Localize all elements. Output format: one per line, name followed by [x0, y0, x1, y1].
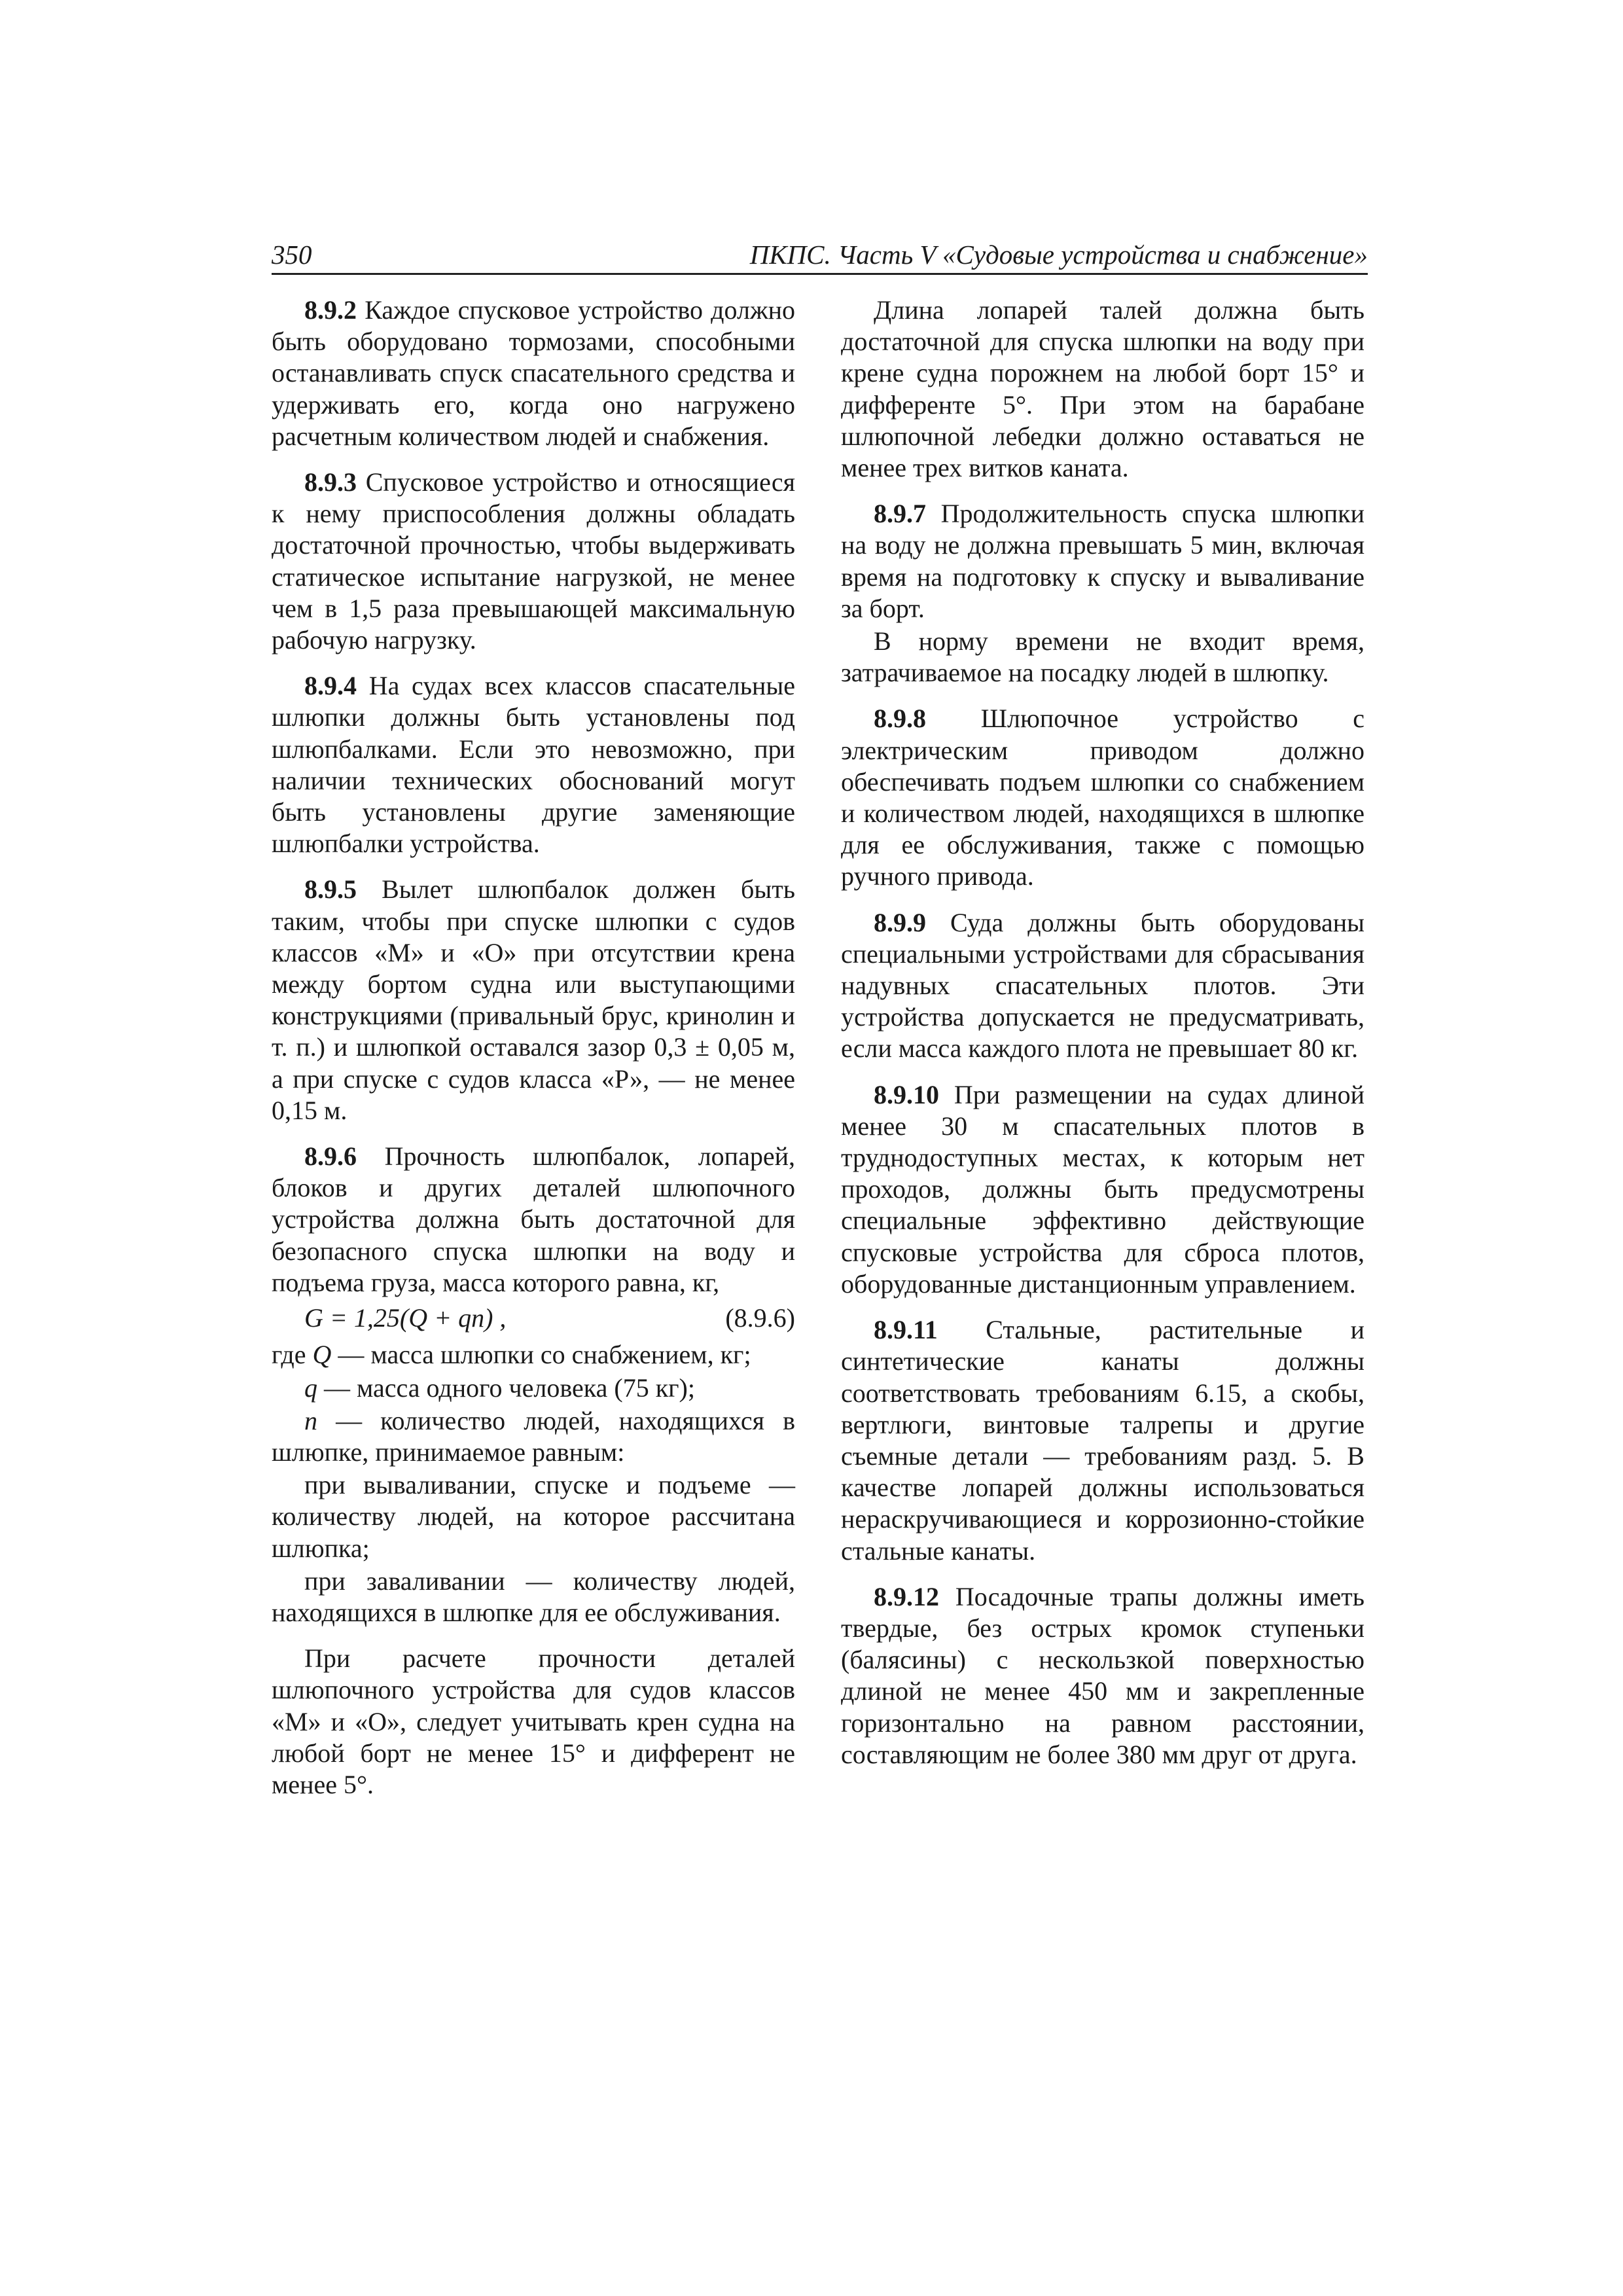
clause-number: 8.9.2 [304, 295, 357, 325]
clause-number: 8.9.7 [874, 499, 926, 529]
paragraph-falls-length: Длина лопарей талей должна быть достаточной для спуска шлюпки на воду при крене судна порожнем на любой борт 15° и дифференте 5°. При этом на барабане шлюпочной лебедки должно оставаться не менее трех витков каната. [841, 295, 1364, 483]
definition-Q [272, 1339, 795, 1371]
clause-number: 8.9.8 [874, 704, 926, 734]
clause-text: Суда должны быть оборудованы специальными устройствами для сбрасывания надувных спасательных плотов. Эти устройства допускается не предусматривать, если масса каждого плота не превышает 80 кг. [841, 907, 1364, 1064]
variable-q: q [304, 1372, 317, 1403]
running-title: ПКПС. Часть V «Судовые устройства и снабжение» [749, 240, 1368, 270]
clause-8-9-5 [272, 874, 795, 1126]
clause-number: 8.9.11 [874, 1315, 938, 1345]
clause-text: Шлюпочное устройство с электрическим приводом должно обеспечивать подъем шлюпки со снабжением и количеством людей, находящихся в шлюпке для ее обслуживания, также с помощью ручного привода. [841, 704, 1364, 891]
definition-text: — масса шлюпки со снабжением, кг; [331, 1340, 751, 1370]
definition-n [272, 1405, 795, 1468]
clause-8-9-10 [841, 1079, 1364, 1300]
paragraph-lowering: при вываливании, спуске и подъеме — количеству людей, на которое рассчитана шлюпка; [272, 1470, 795, 1563]
clause-text: Посадочные трапы должны иметь твердые, без острых кромок ступеньки (балясины) с нескользкой поверхностью длиной не менее 450 мм и закрепленные горизонтально на равном расстоянии, составляющим не более 380 мм друг от друга. [841, 1581, 1364, 1769]
clause-8-9-9 [841, 907, 1364, 1065]
clause-number: 8.9.9 [874, 907, 926, 937]
clause-text: Каждое спусковое устройство должно быть оборудовано тормозами, способными останавливать спуск спасательного средства и удерживать его, когда оно нагружено расчетным количеством людей и снабжения. [272, 295, 795, 451]
clause-text: При размещении на судах длиной менее 30 м спасательных плотов в труднодоступных местах, к которым нет проходов, должны быть предусмотрены специальные эффективно действующие спусковые устройства для сброса плотов, оборудованные дистанционным управлением. [841, 1079, 1364, 1299]
definition-text: — масса одного человека (75 кг); [317, 1372, 695, 1403]
clause-text: Спусковое устройство и относящиеся к нему приспособления должны обладать достаточной прочностью, чтобы выдерживать статическое испытание нагрузкой, не менее чем в 1,5 раза превышающей максимальную рабочую нагрузку. [272, 467, 795, 655]
clause-text: Продолжительность спуска шлюпки на воду не должна превышать 5 мин, включая время на подготовку к спуску и вываливание за борт. [841, 499, 1364, 623]
formula-number: (8.9.6) [725, 1303, 795, 1333]
definition-text: — количество людей, находящихся в шлюпке, принимаемое равным: [272, 1405, 795, 1467]
variable-Q: Q [312, 1340, 332, 1370]
clause-number: 8.9.3 [304, 467, 357, 497]
clause-text: Прочность шлюпбалок, лопарей, блоков и других деталей шлюпочного устройства должна быть достаточной для безопасного спуска шлюпки на воду и подъема груза, масса которого равна, кг, [272, 1141, 795, 1297]
clause-8-9-12 [841, 1581, 1364, 1770]
right-column [841, 295, 1364, 1785]
left-column [272, 295, 795, 1815]
formula-8-9-6 [272, 1302, 795, 1334]
clause-8-9-8 [841, 703, 1364, 892]
clause-number: 8.9.4 [304, 671, 357, 701]
clause-8-9-6 [272, 1141, 795, 1299]
clause-text: Вылет шлюпбалок должен быть таким, чтобы при спуске шлюпки с судов классов «М» и «О» при отсутствии крена между бортом судна или выступающими конструкциями (привальный брус, кринолин и т. п.) и шлюпкой оставался зазор 0,3 ± 0,05 м, а при спуске с судов класса «Р», — не менее 0,15 м. [272, 874, 795, 1125]
page-header [272, 239, 1368, 275]
definition-prefix: где [272, 1340, 313, 1370]
clause-text: На судах всех классов спасательные шлюпки должны быть установлены под шлюпбалками. Если это невозможно, при наличии технических обоснований могут быть установлены другие заменяющие шлюпбалки устройства. [272, 671, 795, 859]
paragraph-hoisting: при заваливании — количеству людей, находящихся в шлюпке для ее обслуживания. [272, 1566, 795, 1627]
formula-expression: G = 1,25(Q + qn) , [304, 1303, 507, 1333]
page-number: 350 [272, 240, 312, 270]
clause-number: 8.9.10 [874, 1079, 939, 1109]
clause-8-9-4 [272, 670, 795, 859]
paragraph-calculation: При расчете прочности деталей шлюпочного устройства для судов классов «М» и «О», следует учитывать крен судна на любой борт не менее 15° и дифферент не менее 5°. [272, 1643, 795, 1799]
clause-8-9-11 [841, 1314, 1364, 1567]
clause-text: Стальные, растительные и синтетические канаты должны соответствовать требованиям 6.15, а скобы, вертлюги, винтовые талрепы и другие съемные детали — требованиям разд. 5. В качестве лопарей должны использоваться нераскручивающиеся и коррозионно-стойкие стальные канаты. [841, 1315, 1364, 1566]
variable-n: n [304, 1405, 317, 1435]
clause-number: 8.9.5 [304, 874, 357, 905]
clause-8-9-7 [841, 498, 1364, 624]
clause-8-9-3 [272, 467, 795, 656]
definition-q [272, 1372, 795, 1404]
paragraph-time-norm: В норму времени не входит время, затрачиваемое на посадку людей в шлюпку. [841, 626, 1364, 688]
clause-8-9-2 [272, 295, 795, 452]
clause-number: 8.9.6 [304, 1141, 357, 1172]
clause-number: 8.9.12 [874, 1581, 939, 1611]
